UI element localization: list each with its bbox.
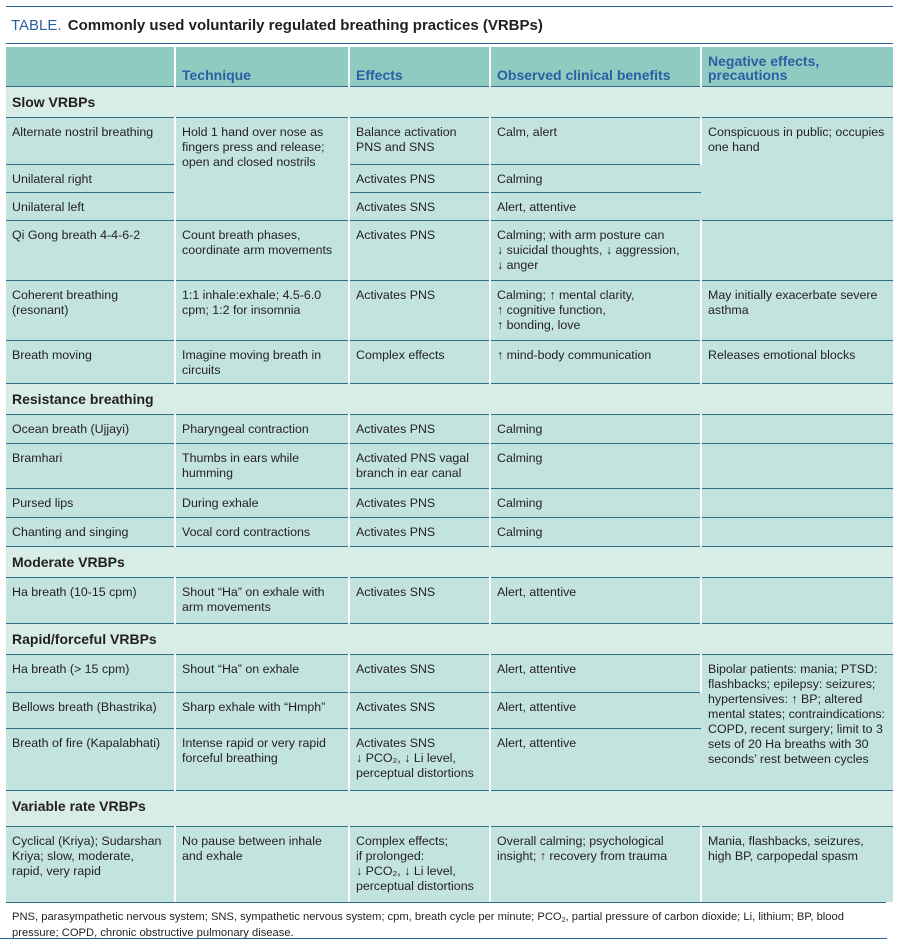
technique-cell: No pause between inhale and exhale — [175, 826, 349, 902]
section-row — [6, 546, 893, 577]
precautions-cell: Mania, flashbacks, seizures, high BP, carpopedal spasm — [701, 826, 893, 902]
section-row — [6, 623, 893, 654]
benefits-cell: Alert, attentive — [490, 728, 701, 790]
precautions-cell — [701, 414, 893, 443]
section-moderate: Moderate VRBPs — [6, 546, 893, 577]
precautions-cell — [701, 577, 893, 623]
effects-cell — [349, 728, 490, 790]
table-row — [6, 340, 893, 383]
header-practice — [6, 47, 175, 86]
benefits-line: ↑ bonding, love — [497, 317, 581, 332]
benefits-cell: ↑ mind-body communication — [490, 340, 701, 383]
footnote-subscript: 2 — [561, 917, 566, 924]
benefits-cell: Calming — [490, 414, 701, 443]
benefits-line: ↓ suicidal thoughts, ↓ aggression, — [497, 242, 680, 257]
benefits-cell: Alert, attentive — [490, 192, 701, 220]
effects-cell: Activates PNS — [349, 220, 490, 280]
precautions-cell — [701, 488, 893, 517]
practice-name: Breath moving — [6, 340, 175, 383]
effects-cell: Activates SNS — [349, 654, 490, 692]
practice-name: Bellows breath (Bhastrika) — [6, 692, 175, 728]
effects-cell: Balance activation PNS and SNS — [349, 117, 490, 164]
precautions-cell: May initially exacerbate severe asthma — [701, 280, 893, 340]
benefits-cell: Calming — [490, 164, 701, 192]
practice-name: Alternate nostril breathing — [6, 117, 175, 164]
table-row — [6, 488, 893, 517]
effects-cell — [349, 826, 490, 902]
effects-cell: Activates PNS — [349, 280, 490, 340]
table-row — [6, 117, 893, 164]
table-row — [6, 577, 893, 623]
benefits-cell — [490, 220, 701, 280]
effects-cell: Complex effects — [349, 340, 490, 383]
benefits-cell: Alert, attentive — [490, 692, 701, 728]
vrbp-table — [6, 47, 893, 902]
header-benefits: Observed clinical benefits — [490, 47, 701, 86]
precautions-cell: Bipolar patients: mania; PTSD: flashbacks; epilepsy: seizures; hypertensives: ↑ BP; altered mental states; contraindications: COPD, recent surgery; limit to 3 sets of 20 Ha breaths with 30 seconds’ rest between cycles — [701, 654, 893, 790]
technique-cell: Pharyngeal contraction — [175, 414, 349, 443]
effects-line: Activates SNS — [356, 735, 436, 750]
benefits-cell: Calming — [490, 488, 701, 517]
effects-cell: Activated PNS vagal branch in ear canal — [349, 443, 490, 488]
table-row — [6, 280, 893, 340]
practice-name: Cyclical (Kriya); Sudarshan Kriya; slow, moderate, rapid, very rapid — [6, 826, 175, 902]
table-row — [6, 517, 893, 546]
practice-name: Qi Gong breath 4-4-6-2 — [6, 220, 175, 280]
technique-cell: Count breath phases, coordinate arm movements — [175, 220, 349, 280]
benefits-cell: Overall calming; psychological insight; ↑ recovery from trauma — [490, 826, 701, 902]
technique-cell: 1:1 inhale:exhale; 4.5-6.0 cpm; 1:2 for insomnia — [175, 280, 349, 340]
bottom-rule — [0, 938, 887, 939]
table-title — [6, 6, 893, 44]
benefits-cell: Alert, attentive — [490, 654, 701, 692]
technique-cell: Sharp exhale with “Hmph” — [175, 692, 349, 728]
precautions-cell — [701, 517, 893, 546]
technique-cell: Intense rapid or very rapid forceful breathing — [175, 728, 349, 790]
table-row — [6, 443, 893, 488]
benefits-cell: Calming — [490, 517, 701, 546]
practice-name: Unilateral right — [6, 164, 175, 192]
benefits-line: ↓ anger — [497, 257, 539, 272]
practice-name: Chanting and singing — [6, 517, 175, 546]
benefits-cell: Calming — [490, 443, 701, 488]
precautions-cell: Releases emotional blocks — [701, 340, 893, 383]
effects-line: ↓ PCO₂, ↓ Li level, perceptual distortions — [356, 750, 474, 780]
effects-cell: Activates PNS — [349, 517, 490, 546]
effects-cell: Activates SNS — [349, 692, 490, 728]
technique-cell: Shout “Ha” on exhale — [175, 654, 349, 692]
header-effects: Effects — [349, 47, 490, 86]
header-technique: Technique — [175, 47, 349, 86]
section-row — [6, 383, 893, 414]
effects-line: if prolonged: — [356, 848, 425, 863]
table-label: TABLE. — [11, 17, 62, 34]
table-row — [6, 220, 893, 280]
practice-name: Coherent breathing (resonant) — [6, 280, 175, 340]
header-precautions: Negative effects, precautions — [701, 47, 893, 86]
practice-name: Pursed lips — [6, 488, 175, 517]
section-row — [6, 86, 893, 117]
table-caption: Commonly used voluntarily regulated breathing practices (VRBPs) — [67, 17, 543, 34]
precautions-cell: Conspicuous in public; occupies one hand — [701, 117, 893, 220]
effects-cell: Activates SNS — [349, 577, 490, 623]
section-rapid: Rapid/forceful VRBPs — [6, 623, 893, 654]
effects-cell: Activates PNS — [349, 164, 490, 192]
footnote-text-1: PNS, parasympathetic nervous system; SNS, sympathetic nervous system; cpm, breath cycle per minute; PCO — [12, 911, 562, 923]
technique-cell: Hold 1 hand over nose as fingers press and release; open and closed nostrils — [175, 117, 349, 220]
section-variable: Variable rate VRBPs — [6, 790, 893, 826]
header-row — [6, 47, 893, 86]
benefits-line: Calming; with arm posture can — [497, 227, 665, 242]
practice-name: Ha breath (10-15 cpm) — [6, 577, 175, 623]
section-resistance: Resistance breathing — [6, 383, 893, 414]
table-row — [6, 826, 893, 902]
precautions-cell — [701, 220, 893, 280]
benefits-line: Calming; ↑ mental clarity, — [497, 287, 635, 302]
section-row — [6, 790, 893, 826]
effects-line: ↓ PCO₂, ↓ Li level, perceptual distortions — [356, 863, 474, 893]
precautions-cell — [701, 443, 893, 488]
table-row — [6, 654, 893, 692]
benefits-cell — [490, 280, 701, 340]
practice-name: Unilateral left — [6, 192, 175, 220]
benefits-cell: Calm, alert — [490, 117, 701, 164]
benefits-line: ↑ cognitive function, — [497, 302, 606, 317]
technique-cell: During exhale — [175, 488, 349, 517]
effects-cell: Activates SNS — [349, 192, 490, 220]
technique-cell: Imagine moving breath in circuits — [175, 340, 349, 383]
table-footnote — [6, 902, 886, 941]
footnote-text-2: , partial pressure of carbon dioxide; Li, lithium; BP, blood pressure; COPD, chronic obstructive pulmonary disease. — [12, 911, 844, 939]
technique-cell: Thumbs in ears while humming — [175, 443, 349, 488]
practice-name: Breath of fire (Kapalabhati) — [6, 728, 175, 790]
practice-name: Bramhari — [6, 443, 175, 488]
effects-cell: Activates PNS — [349, 414, 490, 443]
practice-name: Ha breath (> 15 cpm) — [6, 654, 175, 692]
technique-cell: Vocal cord contractions — [175, 517, 349, 546]
table-row — [6, 414, 893, 443]
table-figure — [6, 6, 893, 941]
practice-name: Ocean breath (Ujjayi) — [6, 414, 175, 443]
effects-cell: Activates PNS — [349, 488, 490, 517]
effects-line: Complex effects; — [356, 833, 449, 848]
benefits-cell: Alert, attentive — [490, 577, 701, 623]
section-slow: Slow VRBPs — [6, 86, 893, 117]
technique-cell: Shout “Ha” on exhale with arm movements — [175, 577, 349, 623]
